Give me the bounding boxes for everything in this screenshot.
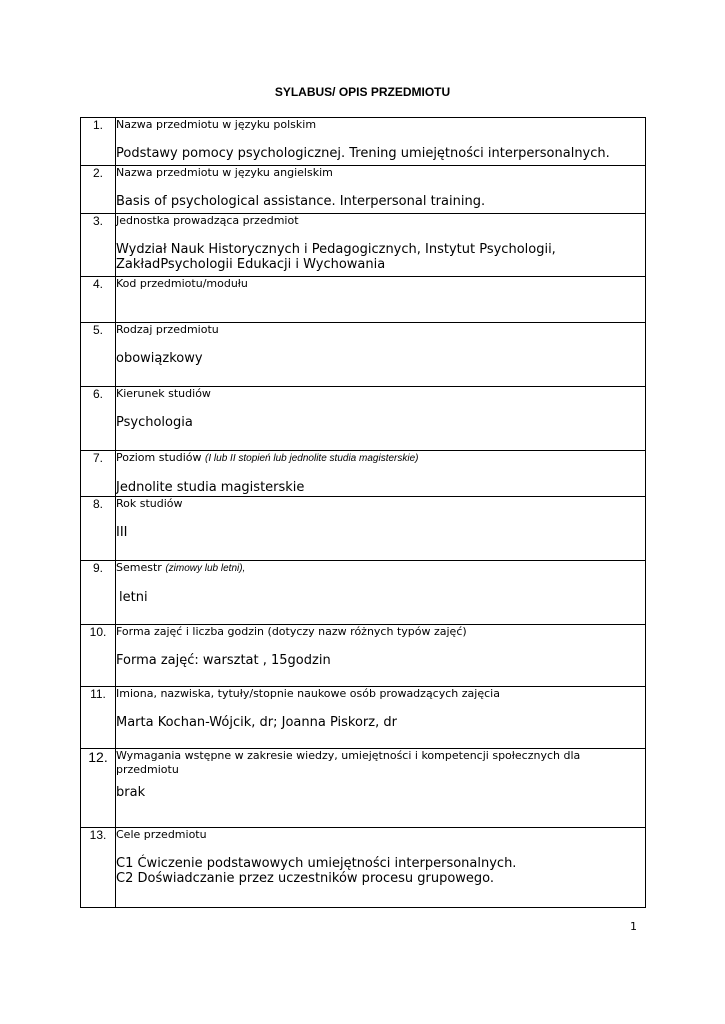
table-row <box>81 387 646 451</box>
row-number: 8. <box>81 497 116 561</box>
row-number: 5. <box>81 323 116 387</box>
row-number: 7. <box>81 451 116 497</box>
row-label: Cele przedmiotu <box>116 828 207 841</box>
row-content <box>116 323 646 387</box>
table-row <box>81 166 646 214</box>
row-value: letni <box>119 590 148 605</box>
row-content <box>116 828 646 908</box>
row-label-text: Semestr <box>116 561 162 574</box>
row-label: Kierunek studiów <box>116 387 211 400</box>
row-content <box>116 749 646 828</box>
row-label: Jednostka prowadząca przedmiot <box>116 214 299 227</box>
row-label: Kod przedmiotu/modułu <box>116 277 248 290</box>
row-content <box>116 166 646 214</box>
row-value: III <box>116 525 128 540</box>
row-number: 4. <box>81 277 116 323</box>
syllabus-table <box>80 117 646 908</box>
row-label <box>116 451 645 466</box>
row-value: brak <box>116 785 146 800</box>
row-number: 6. <box>81 387 116 451</box>
row-content <box>116 561 646 625</box>
table-row <box>81 625 646 687</box>
table-row <box>81 497 646 561</box>
row-value: C1 Ćwiczenie podstawowych umiejętności interpersonalnych. <box>116 856 517 871</box>
row-value: Marta Kochan-Wójcik, dr; Joanna Piskorz, dr <box>116 715 397 730</box>
row-number: 2. <box>81 166 116 214</box>
row-value: Psychologia <box>116 415 193 430</box>
row-label: Rodzaj przedmiotu <box>116 323 219 336</box>
row-value: Basis of psychological assistance. Interpersonal training. <box>116 194 486 209</box>
row-value: Podstawy pomocy psychologicznej. Trening umiejętności interpersonalnych. <box>116 146 610 161</box>
row-value: Forma zajęć: warsztat , 15godzin <box>116 653 331 668</box>
row-content <box>116 118 646 166</box>
table-row <box>81 687 646 749</box>
table-row <box>81 323 646 387</box>
row-value: Jednolite studia magisterskie <box>116 480 305 495</box>
row-label: Imiona, nazwiska, tytuły/stopnie naukowe osób prowadzących zajęcia <box>116 687 500 700</box>
row-number: 3. <box>81 214 116 277</box>
row-content <box>116 497 646 561</box>
table-row <box>81 214 646 277</box>
row-label <box>116 561 645 576</box>
table-row <box>81 561 646 625</box>
row-content <box>116 387 646 451</box>
row-number: 10. <box>81 625 116 687</box>
row-content <box>116 214 646 277</box>
row-number: 1. <box>81 118 116 166</box>
table-row <box>81 828 646 908</box>
row-value-line2: C2 Doświadczanie przez uczestników procesu grupowego. <box>116 871 495 886</box>
row-label: Nazwa przedmiotu w języku angielskim <box>116 166 333 179</box>
page-number: 1 <box>630 920 637 933</box>
row-content <box>116 451 646 497</box>
table-row <box>81 451 646 497</box>
row-value-line2: ZakładPsychologii Edukacji i Wychowania <box>116 257 386 272</box>
row-label-hint: (zimowy lub letni), <box>165 563 246 574</box>
row-content <box>116 625 646 687</box>
row-label: Wymagania wstępne w zakresie wiedzy, umiejętności i kompetencji społecznych dla przedmiotu <box>116 749 581 776</box>
row-value: obowiązkowy <box>116 351 203 366</box>
table-row <box>81 277 646 323</box>
row-label: Forma zajęć i liczba godzin (dotyczy nazw różnych typów zajęć) <box>116 625 467 638</box>
row-value: Wydział Nauk Historycznych i Pedagogicznych, Instytut Psychologii, <box>116 242 556 257</box>
row-number: 11. <box>81 687 116 749</box>
row-label-text: Poziom studiów <box>116 451 202 464</box>
table-row <box>81 749 646 828</box>
row-label: Nazwa przedmiotu w języku polskim <box>116 118 317 131</box>
document-title: SYLABUS/ OPIS PRZEDMIOTU <box>274 85 451 99</box>
row-content <box>116 687 646 749</box>
row-number: 9. <box>81 561 116 625</box>
row-number: 12. <box>81 749 116 828</box>
row-number: 13. <box>81 828 116 908</box>
row-label-hint: (I lub II stopień lub jednolite studia magisterskie) <box>205 453 419 464</box>
row-content <box>116 277 646 323</box>
row-label: Rok studiów <box>116 497 183 510</box>
table-row <box>81 118 646 166</box>
